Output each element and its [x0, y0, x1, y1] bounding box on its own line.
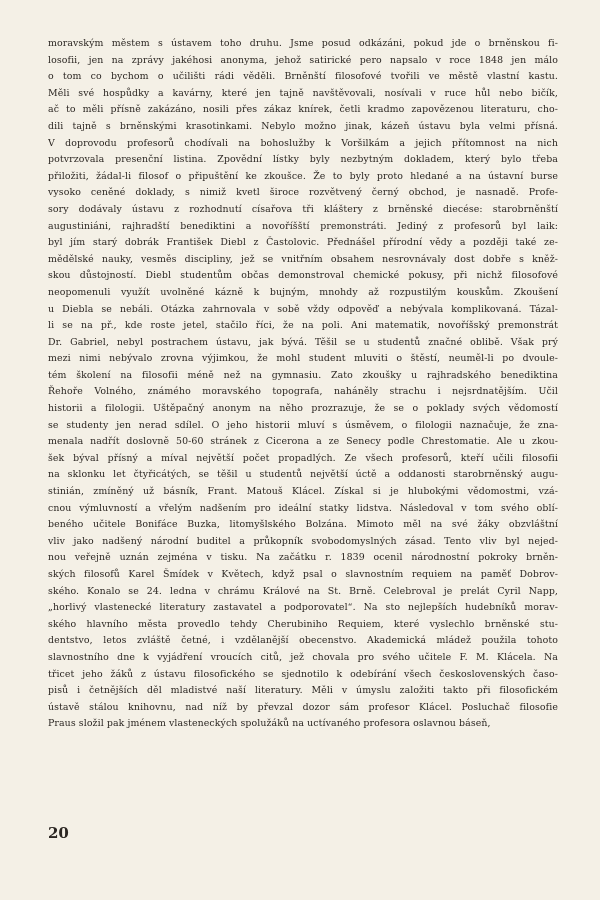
- text-line: menala nadřít doslovně 50-60 stránek z Cicerona a ze Senecy podle Chrestomatie. Ale u zkou-: [48, 436, 558, 448]
- text-line: tém školení na filosofii méně než na gymnasiu. Zato zkoušky u rajhradského benediktina: [48, 369, 558, 381]
- text-line: skou důstojností. Diebl studentům občas demonstroval chemické pokusy, při nichž filosofové: [48, 270, 558, 282]
- text-line: na sklonku let čtyřicátých, se těšil u studentů největší úctě a oddanosti starobrněnský augu-: [48, 469, 558, 481]
- text-line: Dr. Gabriel, nebyl postrachem ústavu, jak bývá. Těšil se u studentů značné oblibě. Však prý: [48, 336, 558, 348]
- text-line: Praus složil pak jménem vlasteneckých spolužáků na uctívaného profesora oslavnou báseň,: [48, 718, 491, 730]
- text-line: ústavě stálou knihovnu, nad níž by převzal dozor sám profesor Klácel. Posluchač filosofie: [48, 701, 558, 713]
- text-line: mědělské nauky, vesměs discipliny, jež se vnitřním obsahem nesrovnávaly dost dobře s kněž-: [48, 253, 558, 265]
- text-line: historii a filologii. Uštěpačný anonym na něho prozrazuje, že se o poklady svých vědomostí: [48, 403, 558, 415]
- text-line: potvrzovala presenční listina. Zpovědní lístky byly nezbytným dokladem, který bylo třeba: [48, 154, 558, 166]
- text-line: Měli své hospůdky a kavárny, které jen tajně navštěvovali, nosívali v ruce hůl nebo bičík,: [48, 87, 558, 99]
- text-line: šek býval přísný a míval největší počet propadlých. Ze všech profesorů, kteří učili filosofii: [48, 452, 558, 464]
- text-line: V doprovodu profesorů chodívali na bohoslužby k Voršilkám a jejich přítomnost na nich: [48, 137, 558, 149]
- text-line: byl jím starý dobrák František Diebl z Častolovic. Přednášel přírodní vědy a později také ze-: [48, 237, 558, 249]
- text-line: losofii, jen na zprávy jakéhosi anonyma, jehož satirické pero napsalo v roce 1848 jen málo: [48, 54, 558, 66]
- text-line: li se na př., kde roste jetel, stačilo říci, že na poli. Ani matematik, novoříšský premonstrát: [48, 320, 558, 332]
- text-line: u Diebla se nebáli. Otázka zahrnovala v sobě vždy odpověď a nebývala komplikovaná. Tázal-: [48, 303, 558, 315]
- text-line: vliv jako nadšený národní buditel a průkopník svobodomyslných zásad. Tento vliv byl nejed-: [48, 535, 558, 547]
- text-line: beného učitele Bonifáce Buzka, litomyšlského Bolzána. Mimoto měl na své žáky obzvláštní: [48, 519, 558, 531]
- text-line: neopomenuli využít uvolněné kázně k bujným, mnohdy až rozpustilým kouskům. Zkoušení: [48, 286, 558, 298]
- text-line: dentstvo, letos zvláště četné, i vzdělanější obecenstvo. Akademická mládež použila tohoto: [48, 635, 558, 647]
- text-line: „horlivý vlastenecké literatury zastavatel a podporovatel“. Na sto nejlepších hudebníků morav-: [48, 602, 558, 614]
- text-line: sory dodávaly ústavu z rozhodnutí císařova tři kláštery z brněnské diecése: starobrněnští: [48, 203, 558, 215]
- text-line: mezi nimi nebývalo zrovna výjimkou, že mohl student mluviti o štěstí, neuměl-li po dvoule-: [48, 353, 558, 365]
- body-text: [48, 36, 558, 733]
- text-line: třicet jeho žáků z ústavu filosofického se sjednotilo k odebírání všech československých časo-: [48, 668, 558, 680]
- text-line: o tom co bychom o učilišti rádi věděli. Brněnští filosofové tvořili ve městě vlastní kastu.: [48, 71, 558, 83]
- text-line: ských filosofů Karel Šmídek v Květech, když psal o slavnostním requiem na paměť Dobrov-: [48, 569, 558, 580]
- text-line: slavnostního dne k vyjádření vroucích citů, jež chovala pro svého učitele F. M. Klácela. Na: [48, 651, 558, 663]
- text-line: nou veřejně uznán zejména v tisku. Na začátku r. 1839 ocenil národnostní pokroky brněn-: [48, 552, 558, 564]
- text-line: pisů i četnějších děl mladistvé naší literatury. Měli v úmyslu založiti takto při filosofickém: [48, 685, 558, 697]
- text-line: ského. Konalo se 24. ledna v chrámu Králové na St. Brně. Celebroval je prelát Cyril Napp,: [48, 585, 558, 597]
- text-line: ač to měli přísně zakázáno, nosili přes zákaz knírek, četli kradmo zapovězenou literaturu, cho-: [48, 104, 558, 116]
- text-line: moravským městem s ústavem toho druhu. Jsme posud odkázáni, pokud jde o brněnskou fi-: [48, 38, 558, 49]
- text-line: přiložiti, žádal-li filosof o připuštění ke zkoušce. Že to byly proto hledané a na ústavní burse: [48, 170, 558, 182]
- text-line: se studenty jen nerad sdílel. O jeho historii mluví s úsměvem, o filologii naznačuje, že zna-: [48, 419, 558, 431]
- text-line: cnou výmluvností a vřelým nadšením pro ideální statky lidstva. Následoval v tom svého oblí-: [48, 502, 558, 514]
- text-line: Řehoře Volného, známého moravského topografa, naháněly strachu i nejsrdnatějším. Učil: [48, 386, 558, 398]
- text-line: ského hlavního města provedlo tehdy Cherubiniho Requiem, které vyslechlo brněnské stu-: [48, 618, 558, 630]
- text-line: dili tajně s brněnskými krasotinkami. Nebylo možno jinak, kázeň ústavu byla velmi přísná.: [48, 120, 558, 132]
- text-line: stinián, zmíněný už básník, Frant. Matouš Klácel. Získal si je hlubokými vědomostmi, vzá-: [48, 486, 558, 498]
- text-line: vysoko ceněné doklady, s nimiž kvetl široce rozvětvený černý obchod, je nasnadě. Profe-: [48, 187, 558, 199]
- page-number: 20: [48, 824, 69, 842]
- text-line: augustiniáni, rajhradští benediktini a novoříšští premonstráti. Jediný z profesorů byl laik:: [48, 220, 558, 232]
